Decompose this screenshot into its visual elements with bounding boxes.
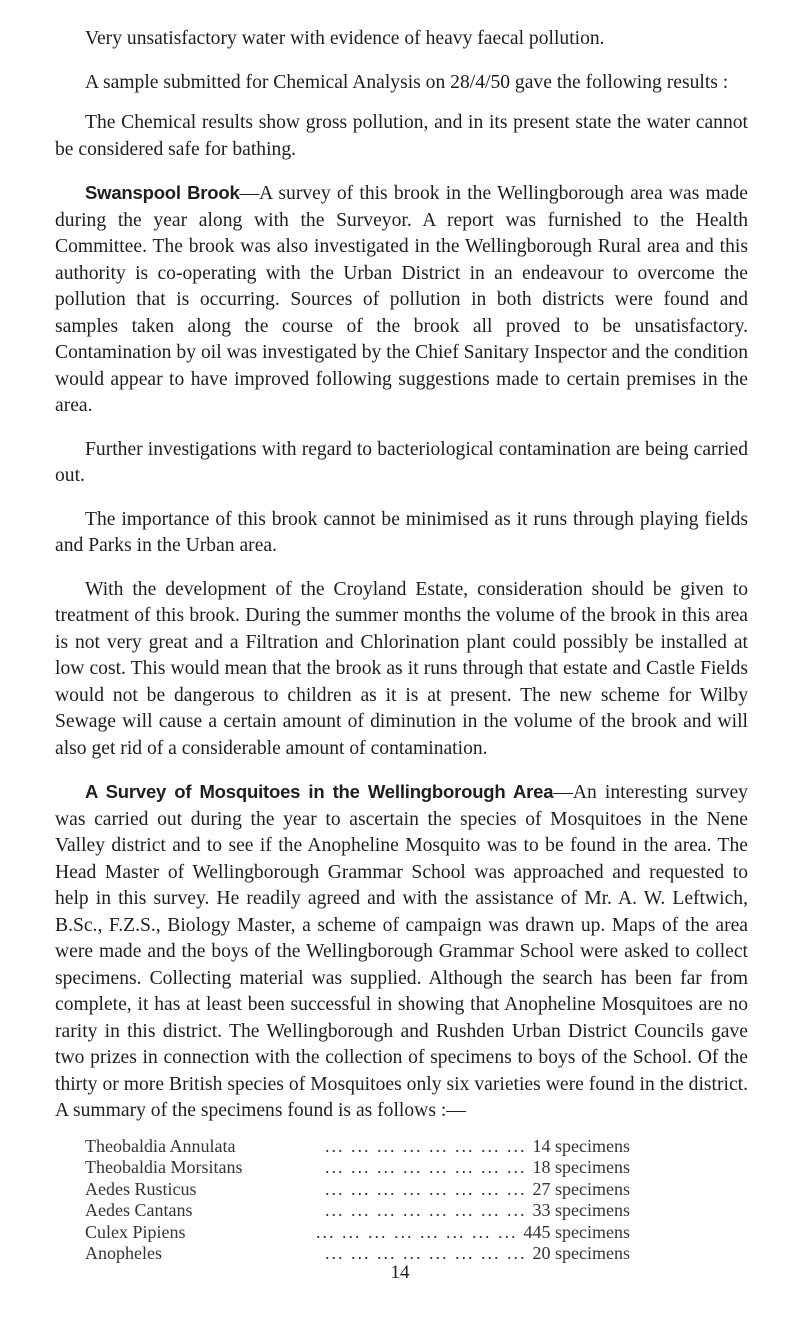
- mosquito-heading: A Survey of Mosquitoes in the Wellingborough Area: [85, 781, 554, 802]
- paragraph-chemical-sample: A sample submitted for Chemical Analysis on 28/4/50 gave the following results :: [85, 71, 729, 93]
- species-count: 20 specimens: [532, 1243, 630, 1264]
- species-name: Aedes Rusticus: [85, 1178, 197, 1199]
- list-item: [85, 1136, 630, 1158]
- species-count: 33 specimens: [532, 1200, 630, 1221]
- dot-leader: ... ... ... ... ... ... ... ...: [325, 1200, 527, 1221]
- species-count: 18 specimens: [532, 1157, 630, 1178]
- species-count: 14 specimens: [532, 1135, 630, 1156]
- swanspool-heading: Swanspool Brook: [85, 182, 240, 203]
- page-number: 14: [390, 1262, 410, 1283]
- species-count: 445 specimens: [523, 1221, 630, 1242]
- list-item: [85, 1222, 630, 1244]
- mosquito-text: —An interesting survey was carried out during the year to ascertain the species of Mosquitoes in the Nene Valley district and to see if the Anopheline Mosquito was to be found in the area. The Head Master of Wellingborough Grammar School was approached and requested to help in this survey. He readily agreed and with the assistance of Mr. A. W. Leftwich, B.Sc., F.Z.S., Biology Master, a scheme of campaign was drawn up. Maps of the area were made and the boys of the Wellingborough Grammar School were asked to collect specimens. Collecting material was supplied. Although the search has been far from complete, it has at least been successful in showing that Anopheline Mosquitoes are no rarity in this district. The Wellingborough and Rushden Urban District Councils gave two prizes in connection with the collection of specimens to boys of the School. Of the thirty or more British species of Mosquitoes only six varieties were found in the district. A summary of the specimens found is as follows :—: [55, 782, 748, 1121]
- species-name: Theobaldia Annulata: [85, 1135, 236, 1156]
- paragraph-croyland-development: With the development of the Croyland Estate, consideration should be given to treatment of this brook. During the summer months the volume of the brook in this area is not very great and a Filtration and Chlorination plant could possibly be installed at low cost. This would mean that the brook as it runs through that estate and Castle Fields would not be dangerous to children as it is at present. The new scheme for Wilby Sewage will cause a certain amount of diminution in the volume of the brook and will also get rid of a considerable amount of contamination.: [55, 578, 748, 759]
- dot-leader: ... ... ... ... ... ... ... ...: [325, 1243, 527, 1264]
- dot-leader: ... ... ... ... ... ... ... ...: [316, 1221, 518, 1242]
- swanspool-text: —A survey of this brook in the Wellingborough area was made during the year along with the Surveyor. A report was furnished to the Health Committee. The brook was also investigated in the Wellingborough Rural area and this authority is co-operating with the Urban District in an endeavour to overcome the pollution that is occurring. Sources of pollution in both districts were found and samples taken along the course of the brook all proved to be unsatisfactory. Contamination by oil was investigated by the Chief Sanitary Inspector and the condition would appear to have improved following suggestions made to certain premises in the area.: [55, 183, 748, 416]
- species-name: Aedes Cantans: [85, 1200, 193, 1221]
- list-item: [85, 1157, 630, 1179]
- list-item: [85, 1179, 630, 1201]
- paragraph-faecal-pollution: Very unsatisfactory water with evidence of heavy faecal pollution.: [85, 28, 605, 49]
- species-name: Culex Pipiens: [85, 1221, 186, 1242]
- species-list: [85, 1136, 748, 1266]
- paragraph-further-investigations: Further investigations with regard to bacteriological contamination are being carried out.: [55, 438, 748, 486]
- species-count: 27 specimens: [532, 1178, 630, 1199]
- paragraph-brook-importance: The importance of this brook cannot be minimised as it runs through playing fields and Parks in the Urban area.: [55, 508, 748, 556]
- paragraph-mosquito-survey: [55, 779, 748, 1125]
- species-name: Anopheles: [85, 1243, 162, 1264]
- list-item: [85, 1200, 630, 1222]
- paragraph-chemical-results: The Chemical results show gross pollution, and in its present state the water cannot be considered safe for bathing.: [55, 112, 748, 160]
- dot-leader: ... ... ... ... ... ... ... ...: [325, 1157, 527, 1178]
- dot-leader: ... ... ... ... ... ... ... ...: [325, 1178, 527, 1199]
- dot-leader: ... ... ... ... ... ... ... ...: [325, 1135, 527, 1156]
- species-name: Theobaldia Morsitans: [85, 1157, 243, 1178]
- paragraph-swanspool-brook: [55, 180, 748, 420]
